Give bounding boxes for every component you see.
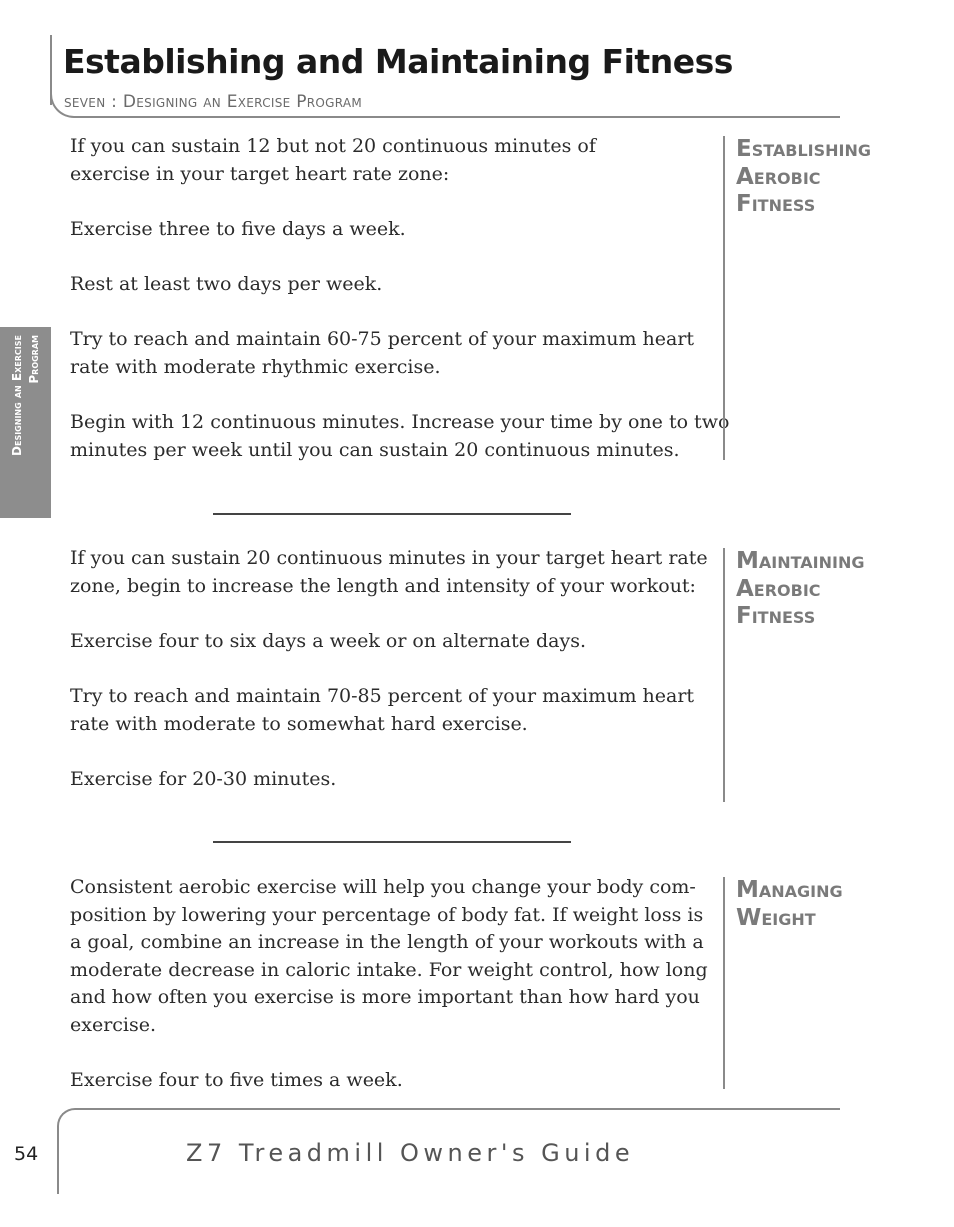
section-weight-body — [70, 874, 708, 1095]
body-line: Exercise four to five times a week. — [70, 1069, 403, 1092]
heading-line: Managing — [736, 877, 843, 903]
section-heading-establishing — [723, 136, 871, 460]
footer-guide-title: Z7 Treadmill Owner's Guide — [186, 1139, 635, 1167]
chapter-side-tab — [0, 327, 51, 518]
heading-line: Fitness — [736, 603, 816, 629]
body-line: moderate decrease in caloric intake. For weight control, how long — [70, 958, 708, 981]
body-line: Begin with 12 continuous minutes. Increase your time by one to two — [70, 410, 730, 433]
body-line: If you can sustain 20 continuous minutes in your target heart rate — [70, 547, 708, 569]
heading-line: Maintaining — [736, 548, 865, 574]
body-line: and how often you exercise is more important than how hard you — [70, 986, 700, 1009]
body-line: exercise in your target heart rate zone: — [70, 162, 450, 185]
section-maintaining-body — [70, 545, 708, 793]
body-line: Exercise for 20-30 minutes. — [70, 767, 337, 790]
body-line: If you can sustain 12 but not 20 continuous minutes of — [70, 135, 596, 157]
body-line: minutes per week until you can sustain 20 continuous minutes. — [70, 438, 680, 461]
body-line: rate with moderate to somewhat hard exercise. — [70, 712, 528, 735]
heading-line: Weight — [736, 904, 816, 931]
section-heading-maintaining — [723, 548, 865, 802]
body-line: Exercise four to six days a week or on alternate days. — [70, 629, 587, 652]
body-line: Consistent aerobic exercise will help you change your body com- — [70, 876, 696, 898]
body-line: Try to reach and maintain 60-75 percent of your maximum heart — [70, 328, 695, 351]
section-divider — [213, 513, 571, 515]
section-heading-weight — [723, 877, 843, 1089]
body-line: zone, begin to increase the length and intensity of your workout: — [70, 574, 696, 597]
heading-line: Fitness — [736, 191, 816, 217]
body-line: exercise. — [70, 1013, 157, 1036]
section-divider — [213, 841, 571, 843]
heading-line: Establishing — [736, 136, 872, 162]
body-line: Try to reach and maintain 70-85 percent of your maximum heart — [70, 684, 695, 707]
body-line: Exercise three to five days a week. — [70, 217, 406, 240]
body-line: position by lowering your percentage of body fat. If weight loss is — [70, 903, 704, 926]
heading-line: Aerobic — [736, 163, 821, 190]
body-line: a goal, combine an increase in the length of your workouts with a — [70, 931, 704, 954]
side-tab-line-1: Designing an Exercise — [9, 335, 24, 456]
page-number: 54 — [14, 1143, 39, 1165]
body-line: rate with moderate rhythmic exercise. — [70, 355, 441, 378]
heading-line: Aerobic — [736, 575, 821, 602]
body-line: Rest at least two days per week. — [70, 272, 383, 295]
chapter-subtitle: seven : Designing an Exercise Program — [64, 92, 363, 112]
section-establishing-body — [70, 133, 729, 464]
page-title: Establishing and Maintaining Fitness — [63, 42, 733, 81]
side-tab-line-2: Program — [26, 335, 41, 384]
